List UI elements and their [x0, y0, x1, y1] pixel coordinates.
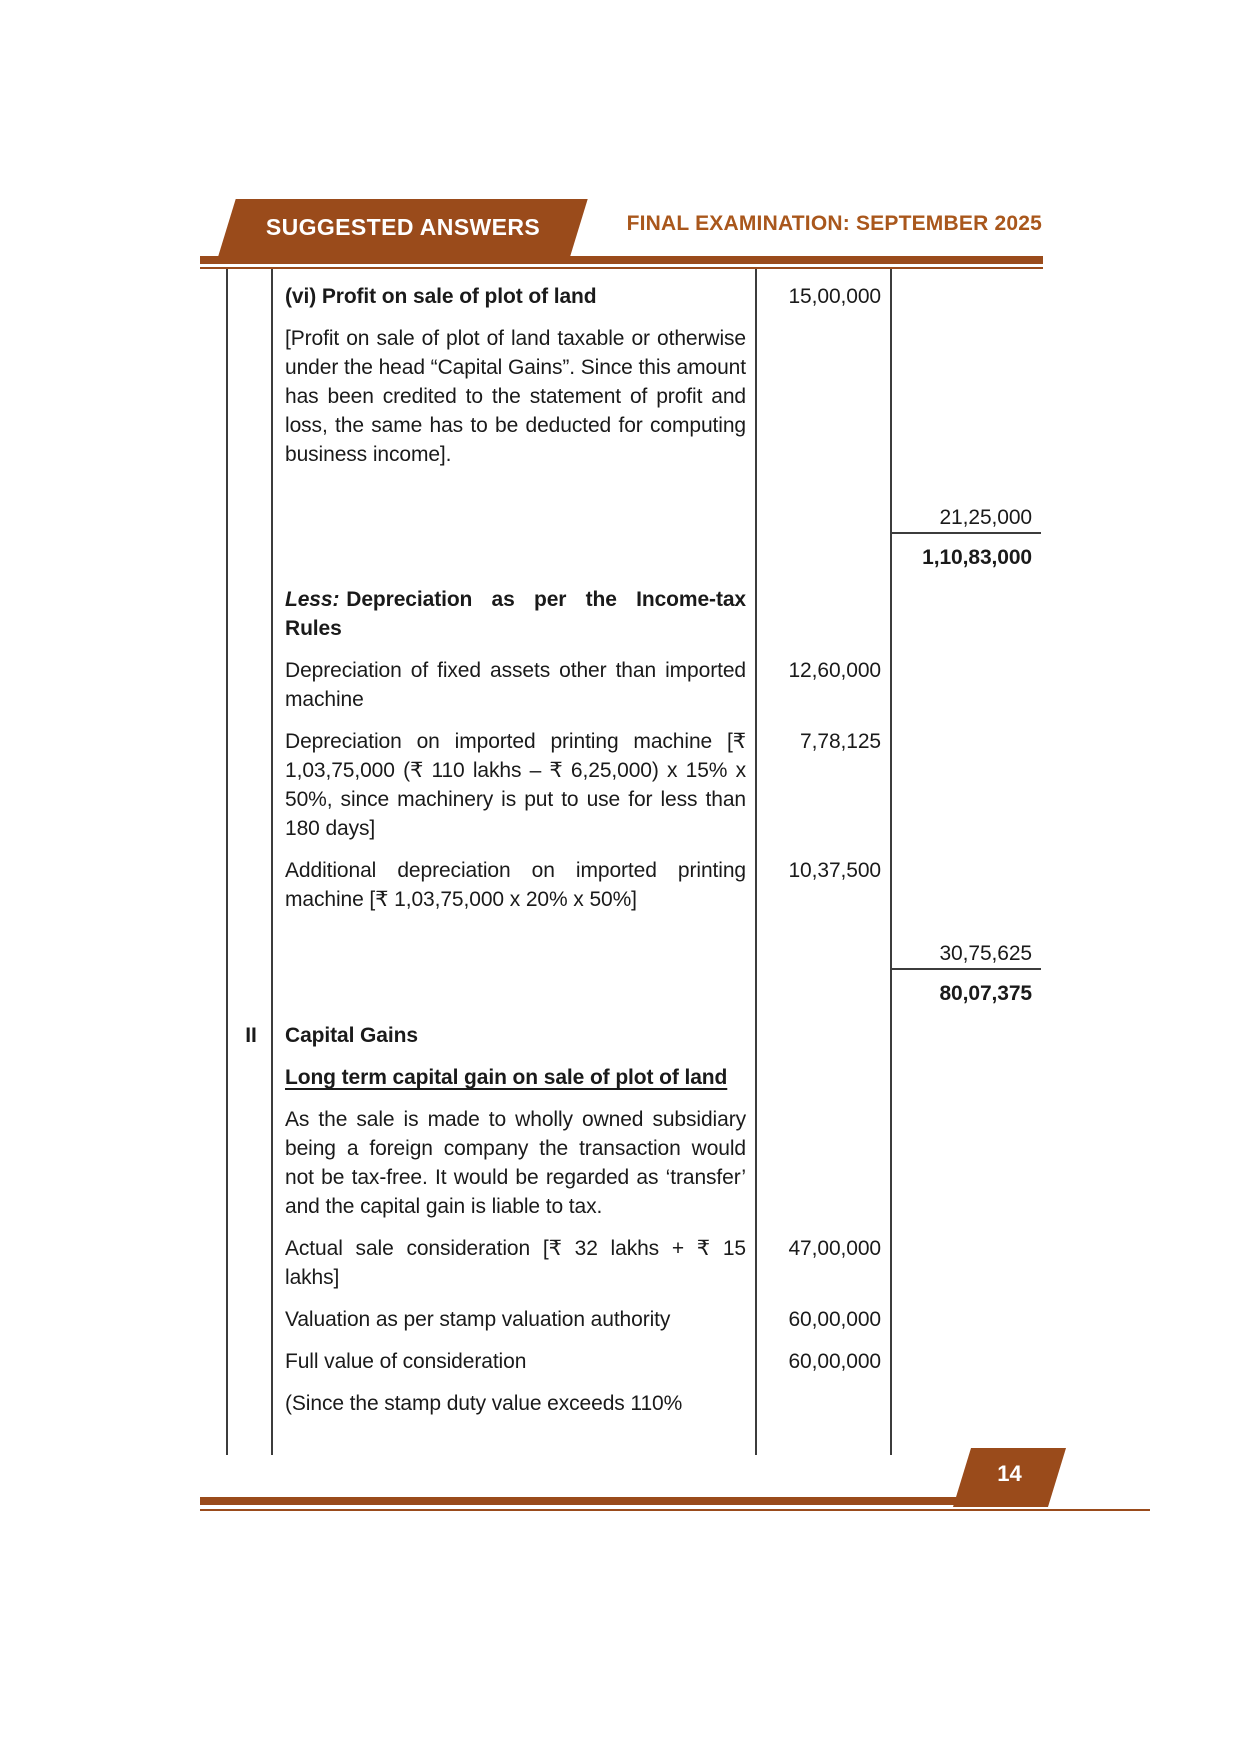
amount-col-1-cell: 7,78,125 — [756, 714, 891, 843]
row-label-cell: Long term capital gain on sale of plot of land — [272, 1050, 756, 1092]
table-row — [227, 311, 1041, 469]
row-label-cell — [272, 533, 756, 572]
row-index-cell — [227, 533, 272, 572]
row-label-cell — [272, 969, 756, 1008]
answer-table — [226, 269, 1041, 1455]
suggested-answers-label: SUGGESTED ANSWERS — [265, 214, 541, 240]
amount-col-2-cell — [891, 714, 1041, 843]
amount-col-1-cell: 15,00,000 — [756, 269, 891, 311]
row-label-cell: Valuation as per stamp valuation authority — [272, 1292, 756, 1334]
amount-col-2-cell: 80,07,375 — [891, 969, 1041, 1008]
row-index-cell — [227, 1221, 272, 1292]
amount-col-1-cell — [756, 311, 891, 469]
amount-col-1-cell — [756, 969, 891, 1008]
amount-col-2-cell — [891, 1092, 1041, 1221]
amount-col-1-cell — [756, 533, 891, 572]
table-row — [227, 533, 1041, 572]
row-index-cell — [227, 914, 272, 969]
amount-col-2-cell — [891, 1292, 1041, 1334]
table-row — [227, 914, 1041, 969]
row-label-cell: As the sale is made to wholly owned subsidiary being a foreign company the transaction would not be tax-free. It would be regarded as ‘transfer’ and the capital gain is liable to tax. — [272, 1092, 756, 1221]
row-index-cell — [227, 1376, 272, 1418]
table-row — [227, 1050, 1041, 1092]
row-label-cell: [Profit on sale of plot of land taxable or otherwise under the head “Capital Gains”. Since this amount has been credited to the statement of profit and loss, the same has to be deducted for computing business income]. — [272, 311, 756, 469]
row-label-cell — [272, 914, 756, 969]
table-row — [227, 1334, 1041, 1376]
row-index-cell — [227, 1092, 272, 1221]
table-row — [227, 269, 1041, 311]
answer-table-container — [226, 269, 1041, 1455]
amount-col-1-cell — [756, 914, 891, 969]
table-row — [227, 1376, 1041, 1418]
row-index-cell — [227, 469, 272, 533]
amount-col-1-cell — [756, 469, 891, 533]
table-filler-row — [227, 1418, 1041, 1455]
row-label-cell — [272, 469, 756, 533]
row-index-cell — [227, 311, 272, 469]
row-label-cell — [272, 572, 756, 643]
table-row — [227, 1092, 1041, 1221]
table-row — [227, 572, 1041, 643]
amount-col-1-cell — [756, 1092, 891, 1221]
amount-col-1-cell — [756, 1008, 891, 1050]
row-index-cell — [227, 1292, 272, 1334]
amount-col-2-cell — [891, 1376, 1041, 1418]
table-row — [227, 843, 1041, 914]
table-row — [227, 469, 1041, 533]
amount-col-2-cell — [891, 269, 1041, 311]
row-label-cell: Additional depreciation on imported printing machine [₹ 1,03,75,000 x 20% x 50%] — [272, 843, 756, 914]
amount-col-2-cell — [891, 1050, 1041, 1092]
less-lead-label: Less: — [285, 588, 340, 611]
amount-col-2-cell — [891, 1008, 1041, 1050]
amount-col-1-cell: 47,00,000 — [756, 1221, 891, 1292]
table-row — [227, 643, 1041, 714]
table-row — [227, 1008, 1041, 1050]
table-row — [227, 969, 1041, 1008]
table-row — [227, 1221, 1041, 1292]
table-row — [227, 714, 1041, 843]
row-index-cell — [227, 843, 272, 914]
row-index-cell — [227, 269, 272, 311]
amount-col-2-cell: 21,25,000 — [891, 469, 1041, 533]
row-index-cell — [227, 1334, 272, 1376]
amount-col-2-cell: 30,75,625 — [891, 914, 1041, 969]
row-label-cell: (vi) Profit on sale of plot of land — [272, 269, 756, 311]
row-index-cell: II — [227, 1008, 272, 1050]
amount-col-1-cell — [756, 572, 891, 643]
row-label-text: Depreciation as per the Income-tax Rules — [285, 588, 746, 640]
amount-col-1-cell: 60,00,000 — [756, 1292, 891, 1334]
row-label-cell: Actual sale consideration [₹ 32 lakhs + ₹ 15 lakhs] — [272, 1221, 756, 1292]
amount-col-1-cell — [756, 1050, 891, 1092]
amount-col-1-cell: 12,60,000 — [756, 643, 891, 714]
row-index-cell — [227, 969, 272, 1008]
amount-col-2-cell — [891, 1334, 1041, 1376]
row-index-cell — [227, 714, 272, 843]
amount-col-2-cell: 1,10,83,000 — [891, 533, 1041, 572]
row-index-cell — [227, 572, 272, 643]
row-label-cell: Depreciation on imported printing machine [₹ 1,03,75,000 (₹ 110 lakhs – ₹ 6,25,000) x 15% x 50%, since machinery is put to use for less than 180 days] — [272, 714, 756, 843]
amount-col-2-cell — [891, 643, 1041, 714]
page-number: 14 — [997, 1461, 1022, 1486]
amount-col-1-cell — [756, 1376, 891, 1418]
amount-col-2-cell — [891, 843, 1041, 914]
row-index-cell — [227, 643, 272, 714]
row-label-cell: Full value of consideration — [272, 1334, 756, 1376]
amount-col-1-cell: 60,00,000 — [756, 1334, 891, 1376]
footer-rule-thin — [200, 1509, 1150, 1511]
row-label-cell: Capital Gains — [272, 1008, 756, 1050]
row-label-cell: Depreciation of fixed assets other than imported machine — [272, 643, 756, 714]
amount-col-1-cell: 10,37,500 — [756, 843, 891, 914]
amount-col-2-cell — [891, 1221, 1041, 1292]
header-rule-thick — [200, 256, 1043, 264]
amount-col-2-cell — [891, 572, 1041, 643]
row-index-cell — [227, 1050, 272, 1092]
table-row — [227, 1292, 1041, 1334]
amount-col-2-cell — [891, 311, 1041, 469]
row-label-cell: (Since the stamp duty value exceeds 110% — [272, 1376, 756, 1418]
footer-rule-thick — [200, 1497, 1043, 1505]
exam-title: FINAL EXAMINATION: SEPTEMBER 2025 — [626, 212, 1042, 235]
